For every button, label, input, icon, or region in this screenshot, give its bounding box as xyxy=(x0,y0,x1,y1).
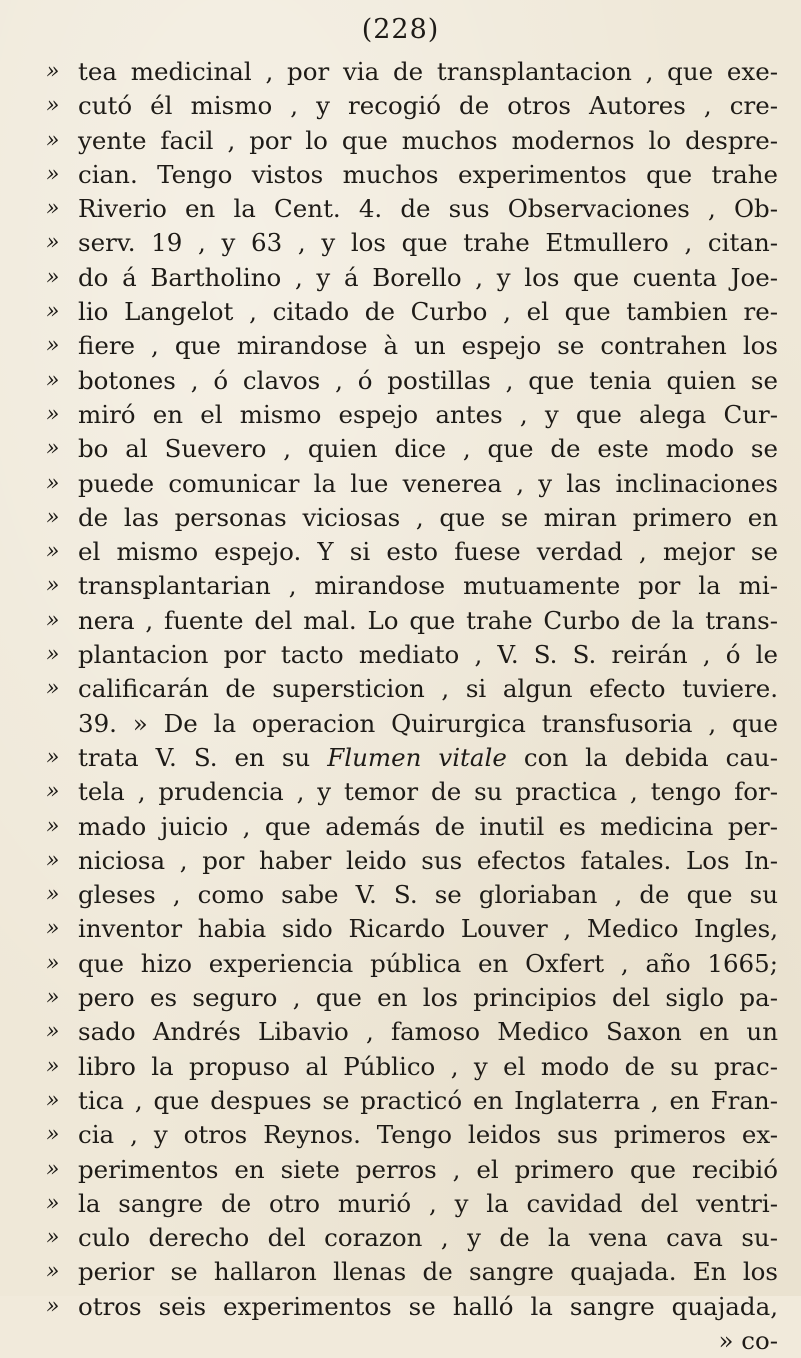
text-line: » libro la propuso al Público , y el modo de su prac- xyxy=(78,1050,778,1084)
quote-mark: » xyxy=(46,1053,60,1079)
text-line: » calificarán de supersticion , si algun efecto tuviere. xyxy=(78,672,778,706)
text-line: » cutó él mismo , y recogió de otros Autores , cre- xyxy=(78,89,778,123)
quote-mark: » xyxy=(46,950,60,976)
quote-mark: » xyxy=(46,1156,60,1182)
text-line: » tela , prudencia , y temor de su practica , tengo for- xyxy=(78,775,778,809)
quote-mark: » xyxy=(46,916,60,942)
text-line: » puede comunicar la lue venerea , y las inclinaciones xyxy=(78,467,778,501)
text-line: » la sangre de otro murió , y la cavidad del ventri- xyxy=(78,1187,778,1221)
quote-mark: » xyxy=(46,333,60,359)
quote-mark: » xyxy=(46,470,60,496)
quote-mark: » xyxy=(46,744,60,770)
quote-mark: » xyxy=(46,1087,60,1113)
text-line: » gleses , como sabe V. S. se gloriaban , de que su xyxy=(78,878,778,912)
page-number: (228) xyxy=(361,14,440,45)
quote-mark: » xyxy=(46,161,60,187)
quote-mark: » xyxy=(46,642,60,668)
text-line: » Riverio en la Cent. 4. de sus Observaciones , Ob- xyxy=(78,192,778,226)
quote-mark: » xyxy=(46,847,60,873)
quote-mark: » xyxy=(46,1019,60,1045)
text-line: » transplantarian , mirandose mutuamente por la mi- xyxy=(78,569,778,603)
text-line: » plantacion por tacto mediato , V. S. S. reirán , ó le xyxy=(78,638,778,672)
quote-mark: » xyxy=(46,676,60,702)
quote-mark: » xyxy=(46,93,60,119)
quote-mark: » xyxy=(46,230,60,256)
quote-mark: » xyxy=(46,607,60,633)
text-line: » botones , ó clavos , ó postillas , que tenia quien se xyxy=(78,364,778,398)
quote-mark: » xyxy=(46,196,60,222)
text-line: » el mismo espejo. Y si esto fuese verdad , mejor se xyxy=(78,535,778,569)
text-line: » trata V. S. en su Flumen vitale con la debida cau- xyxy=(78,741,778,775)
text-line: » sado Andrés Libavio , famoso Medico Saxon en un xyxy=(78,1015,778,1049)
text-line: » nera , fuente del mal. Lo que trahe Curbo de la trans- xyxy=(78,604,778,638)
text-line: » culo derecho del corazon , y de la vena cava su- xyxy=(78,1221,778,1255)
body-text xyxy=(46,55,778,1358)
quote-mark: » xyxy=(46,367,60,393)
text-line: » yente facil , por lo que muchos modernos lo despre- xyxy=(78,124,778,158)
text-line: » mado juicio , que además de inutil es medicina per- xyxy=(78,810,778,844)
quote-mark: » xyxy=(46,1259,60,1285)
book-title: Flumen vitale xyxy=(327,742,507,772)
quote-mark: » xyxy=(46,436,60,462)
text-line: » que hizo experiencia pública en Oxfert , año 1665; xyxy=(78,947,778,981)
text-line: » tea medicinal , por via de transplantacion , que exe- xyxy=(78,55,778,89)
text-line: » niciosa , por haber leido sus efectos fatales. Los In- xyxy=(78,844,778,878)
text-line: » perior se hallaron llenas de sangre quajada. En los xyxy=(78,1255,778,1289)
quote-mark: » xyxy=(46,1293,60,1319)
paragraph-start-line: 39. » De la operacion Quirurgica transfusoria , que xyxy=(78,708,778,738)
catchword: » co- xyxy=(718,1325,778,1355)
text-line: » pero es seguro , que en los principios del siglo pa- xyxy=(78,981,778,1015)
text-line: » miró en el mismo espejo antes , y que alega Cur- xyxy=(78,398,778,432)
quote-mark: » xyxy=(46,882,60,908)
quote-mark: » xyxy=(46,539,60,565)
quote-mark: » xyxy=(46,299,60,325)
quote-mark: » xyxy=(46,401,60,427)
quote-mark: » xyxy=(46,1122,60,1148)
quote-mark: » xyxy=(46,813,60,839)
quote-mark: » xyxy=(46,1225,60,1251)
text-line: » cia , y otros Reynos. Tengo leidos sus primeros ex- xyxy=(78,1118,778,1152)
text-line: » serv. 19 , y 63 , y los que trahe Etmullero , citan- xyxy=(78,226,778,260)
quote-mark: » xyxy=(46,573,60,599)
text-line: » cian. Tengo vistos muchos experimentos que trahe xyxy=(78,158,778,192)
quote-mark: » xyxy=(46,504,60,530)
text-line: » perimentos en siete perros , el primero que recibió xyxy=(78,1153,778,1187)
text-line: » inventor habia sido Ricardo Louver , Medico Ingles, xyxy=(78,912,778,946)
text-line: » otros seis experimentos se halló la sangre quajada, xyxy=(78,1290,778,1324)
quote-mark: » xyxy=(46,779,60,805)
text-line: » lio Langelot , citado de Curbo , el que tambien re- xyxy=(78,295,778,329)
text-line: » de las personas viciosas , que se miran primero en xyxy=(78,501,778,535)
quote-mark: » xyxy=(46,264,60,290)
text-line: » do á Bartholino , y á Borello , y los que cuenta Joe- xyxy=(78,261,778,295)
text-line: » tica , que despues se practicó en Inglaterra , en Fran- xyxy=(78,1084,778,1118)
text-line: » fiere , que mirandose à un espejo se contrahen los xyxy=(78,329,778,363)
quote-mark: » xyxy=(46,127,60,153)
quote-mark: » xyxy=(46,1190,60,1216)
quote-mark: » xyxy=(46,59,60,84)
text-line: » bo al Suevero , quien dice , que de este modo se xyxy=(78,432,778,466)
quote-mark: » xyxy=(46,985,60,1011)
